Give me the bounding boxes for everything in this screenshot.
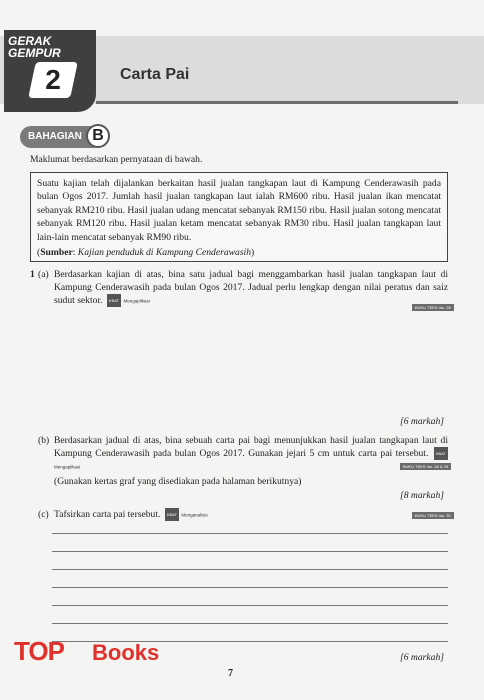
intro-text: Maklumat berdasarkan pernyataan di bawah. [30, 154, 203, 165]
q1c-marks: [6 markah] [400, 652, 444, 663]
q1a-text: Berdasarkan kajian di atas, bina satu jadual bagi menggambarkan hasil jualan tangkapan laut di Kampung Cenderawasih pada bulan Ogos 2017. Jadual perlu lengkap dengan nilai peratus dan saiz sudut sektor. KBAT Mengaplikasi [54, 269, 448, 306]
info-text: Suatu kajian telah dijalankan berkaitan hasil jualan tangkapan laut di Kampung Cenderawasih pada bulan Ogos 2017. Jumlah hasil jualan tangkapan laut ialah RM600 ribu. Hasil jualan ikan mencatat sebanyak RM210 ribu. Hasil jualan udang mencatat sebanyak RM150 ribu. Hasil jualan sotong mencatat sebanyak RM120 ribu. Hasil jualan ketam mencatat sebanyak RM30 ribu. Hasil jualan tangkapan laut lain-lain mencatat sebanyak RM90 ribu. [37, 178, 441, 243]
kbat-tag: KBAT [107, 294, 121, 307]
q1b-label: (b) [38, 435, 50, 446]
chapter-number: 2 [45, 64, 61, 95]
q1b-marks: [8 markah] [400, 490, 444, 501]
watermark-logo: TOP [14, 636, 64, 666]
section-letter: B [86, 124, 110, 148]
q1c-label: (c) [38, 509, 49, 520]
q1a-marks: [6 markah] [400, 416, 444, 427]
question-number: 1 [30, 269, 35, 280]
answer-line [52, 551, 448, 552]
kbat-tag: KBAT [434, 447, 448, 460]
skill-label: Mengaplikasi [54, 464, 81, 470]
answer-line [52, 587, 448, 588]
q1a-label: (a) [38, 269, 49, 280]
section-label: BAHAGIAN [28, 131, 82, 142]
kbat-tag: KBAT [165, 508, 179, 521]
q1b-note: (Gunakan kertas graf yang disediakan pada halaman berikutnya) [54, 476, 302, 487]
chapter-title: Carta Pai [120, 66, 190, 83]
answer-line [52, 605, 448, 606]
textbook-ref: BUKU TEKS ms. 30 [412, 512, 454, 519]
textbook-ref: BUKU TEKS ms. 28 [412, 304, 454, 311]
answer-line [52, 623, 448, 624]
answer-line [52, 533, 448, 534]
answer-line [52, 569, 448, 570]
info-source: (Sumber: Kajian penduduk di Kampung Cenderawasih) [37, 247, 255, 259]
textbook-ref: BUKU TEKS ms. 28 & 29 [400, 463, 451, 470]
info-box [30, 172, 448, 262]
header-rule [96, 101, 458, 104]
skill-label: Mengaplikasi [123, 298, 150, 304]
series-name: GERAK GEMPUR [8, 34, 61, 60]
page-number: 7 [228, 668, 233, 679]
skill-label: Menganalisis [181, 512, 208, 518]
watermark-logo-text: Books [92, 640, 160, 665]
q1c-text: Tafsirkan carta pai tersebut. KBAT Menganalisis [54, 509, 208, 520]
q1b-text: Berdasarkan jadual di atas, bina sebuah carta pai bagi menunjukkan hasil jualan tangkapan laut di Kampung Cenderawasih pada bulan Ogos 2017. Gunakan jejari 5 cm untuk carta pai tersebut. KBAT Mengaplikasi [54, 435, 448, 470]
